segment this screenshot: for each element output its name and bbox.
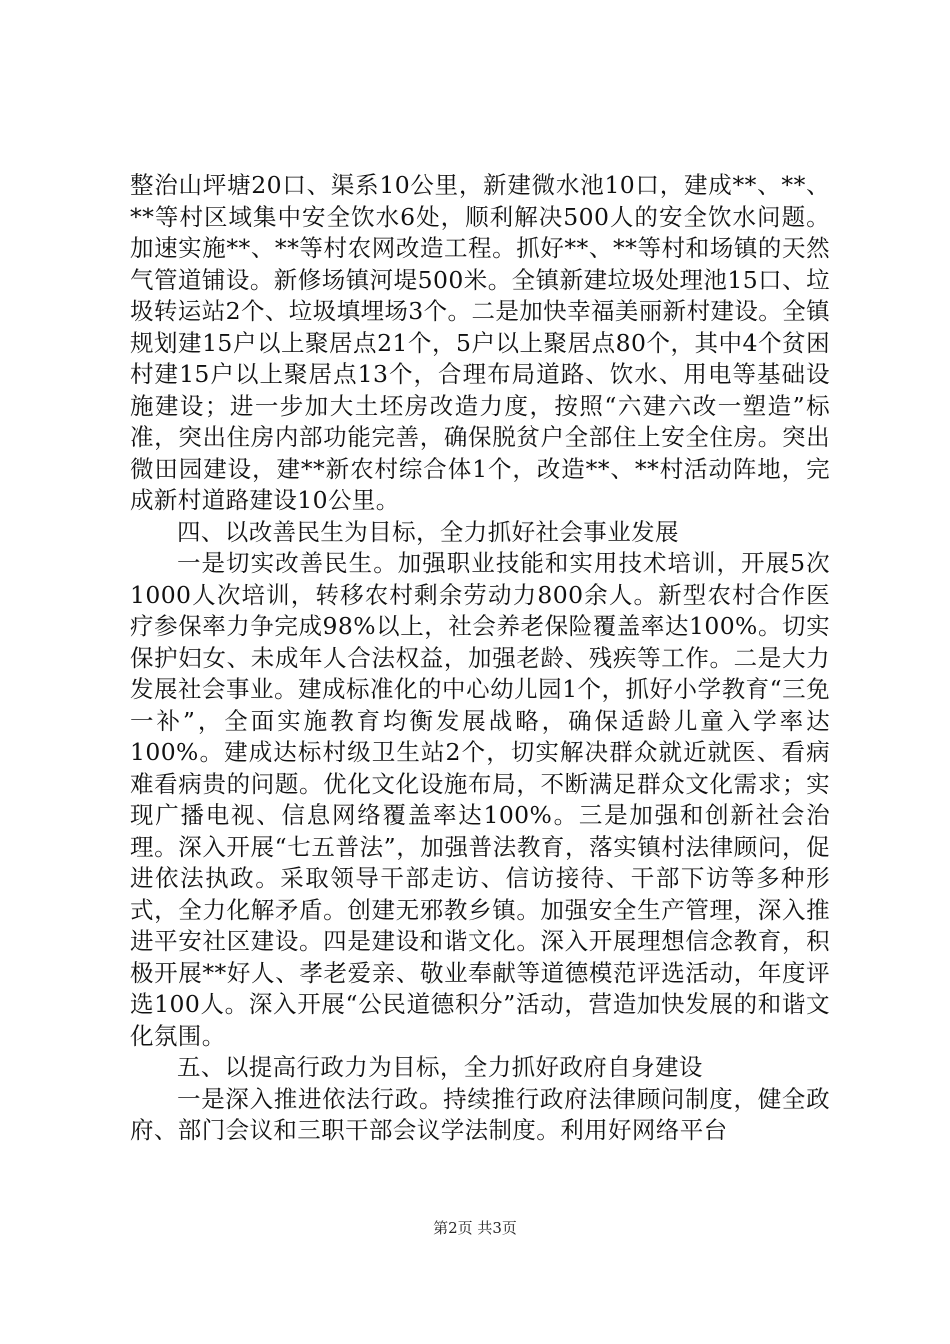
document-body: [130, 170, 830, 1147]
section-heading-4: 四、以改善民生为目标，全力抓好社会事业发展: [177, 517, 679, 546]
page-number-footer: 第2页 共3页: [433, 1219, 517, 1237]
section-heading-5: 五、以提高行政力为目标，全力抓好政府自身建设: [177, 1053, 703, 1081]
body-paragraph-2: 一是切实改善民生。加强职业技能和实用技术培训，开展5次1000人次培训，转移农村剩余劳动力800余人。新型农村合作医疗参保率力争完成98%以上，社会养老保险覆盖率达100%。切实保护妇女、未成年人合法权益，加强老龄、残疾等工作。二是大力发展社会事业。建成标准化的中心幼儿园1个，抓好小学教育“三免一补”，全面实施教育均衡发展战略，确保适龄儿童入学率达100%。建成达标村级卫生站2个，切实解决群众就近就医、看病难看病贵的问题。优化文化设施布局，不断满足群众文化需求；实现广播电视、信息网络覆盖率达100%。三是加强和创新社会治理。深入开展“七五普法”，加强普法教育，落实镇村法律顾问，促进依法执政。采取领导干部走访、信访接待、干部下访等多种形式，全力化解矛盾。创建无邪教乡镇。加强安全生产管理，深入推进平安社区建设。四是建设和谐文化。深入开展理想信念教育，积极开展**好人、孝老爱亲、敬业奉献等道德模范评选活动，年度评选100人。深入开展“公民道德积分”活动，营造加快发展的和谐文化氛围。: [130, 549, 830, 1050]
body-paragraph-3: 一是深入推进依法行政。持续推行政府法律顾问制度，健全政府、部门会议和三职干部会议学法制度。利用好网络平台: [130, 1084, 830, 1144]
body-paragraph-1: 整治山坪塘20口、渠系10公里，新建微水池10口，建成**、**、**等村区域集中安全饮水6处，顺利解决500人的安全饮水问题。加速实施**、**等村农网改造工程。抓好**、**等村和场镇的天然气管道铺设。新修场镇河堤500米。全镇新建垃圾处理池15口、垃圾转运站2个、垃圾填埋场3个。二是加快幸福美丽新村建设。全镇规划建15户以上聚居点21个，5户以上聚居点80个，其中4个贫困村建15户以上聚居点13个，合理布局道路、饮水、用电等基础设施建设；进一步加大土坯房改造力度，按照“六建六改一塑造”标准，突出住房内部功能完善，确保脱贫户全部住上安全住房。突出微田园建设，建**新农村综合体1个，改造**、**村活动阵地，完成新村道路建设10公里。: [130, 171, 830, 514]
